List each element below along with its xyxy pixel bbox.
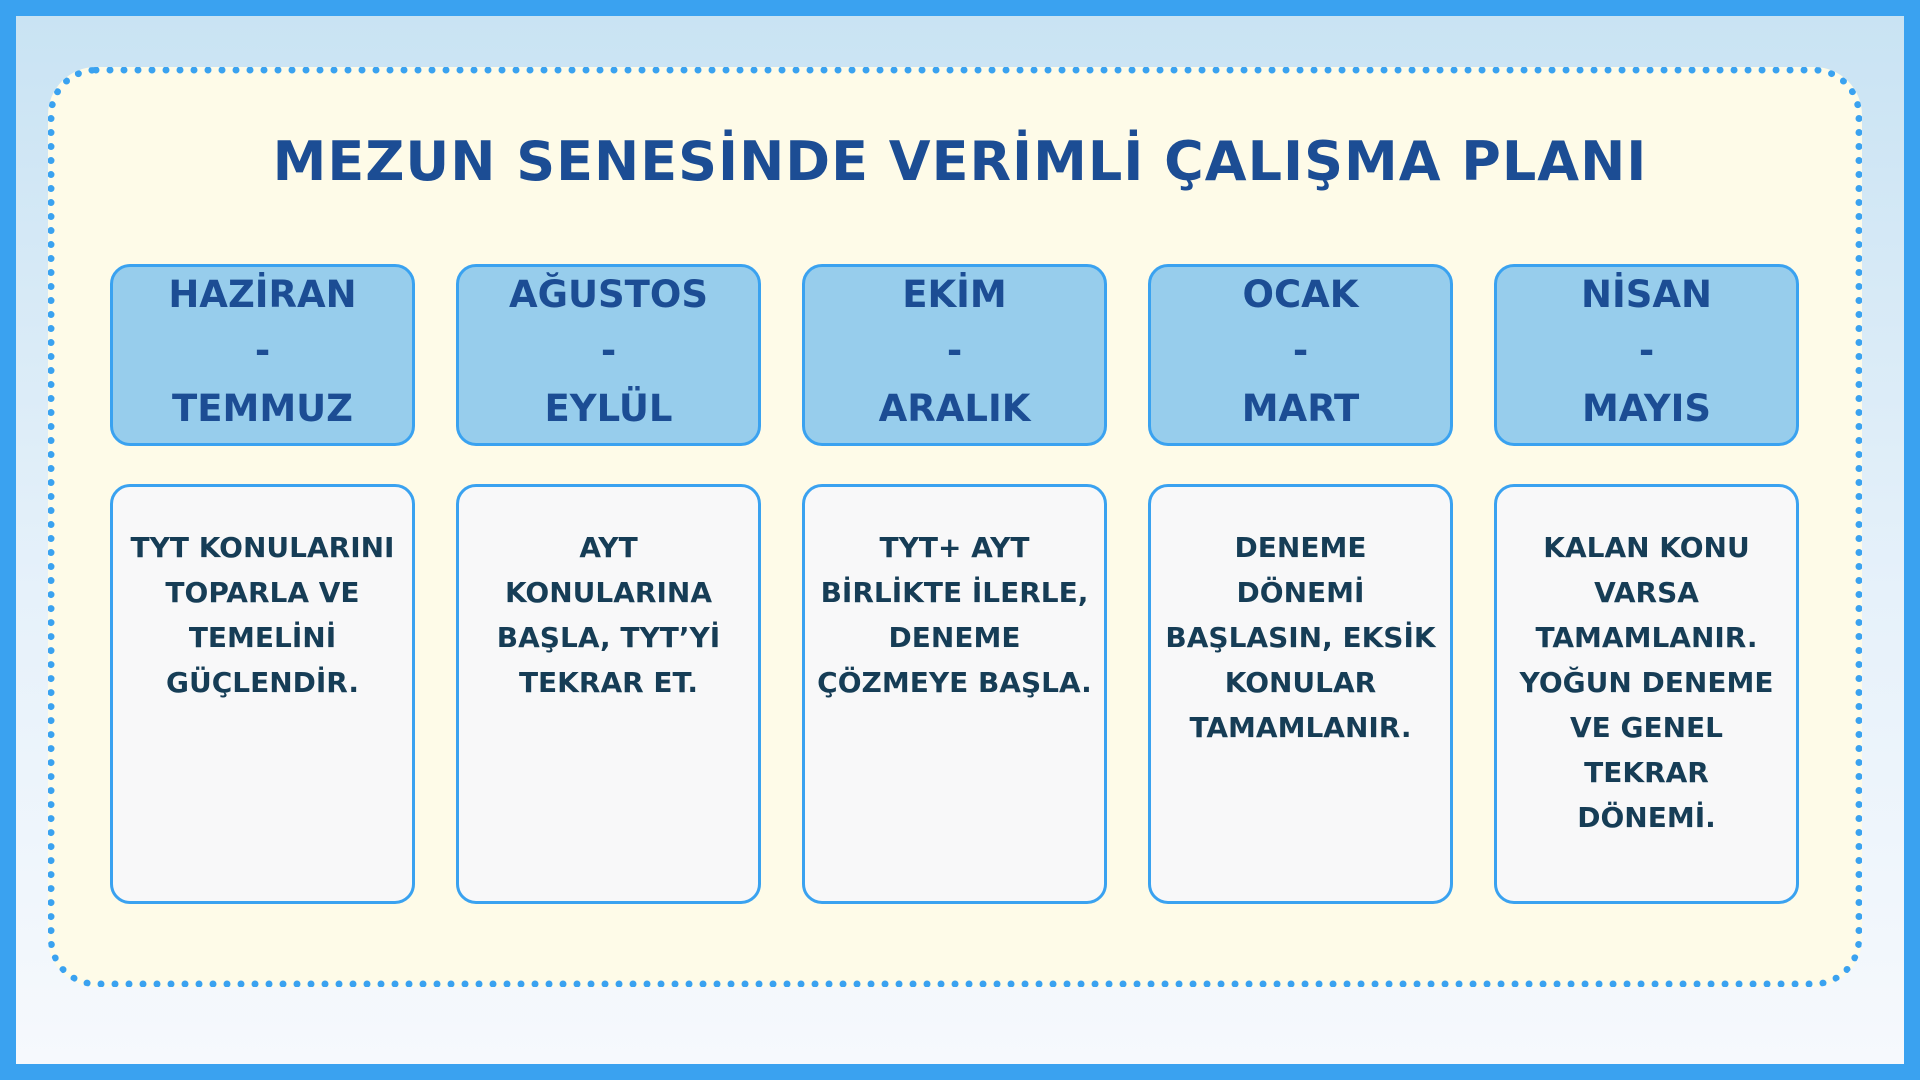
period-end: TEMMUZ — [171, 387, 354, 430]
task-line: BAŞLASIN, EKSİK — [1165, 621, 1436, 654]
task-line: AYT — [579, 531, 638, 564]
task-line: TEMELİNİ — [188, 621, 337, 654]
task-card-1 — [110, 484, 415, 904]
task-line: ÇÖZMEYE BAŞLA. — [817, 666, 1092, 699]
period-separator: - — [1292, 329, 1309, 372]
task-line: YOĞUN DENEME — [1519, 666, 1774, 699]
task-line: KALAN KONU — [1543, 531, 1750, 564]
period-end: ARALIK — [878, 387, 1031, 430]
task-line: VARSA — [1594, 576, 1699, 609]
period-separator: - — [946, 329, 963, 372]
task-line: TEKRAR — [1584, 756, 1709, 789]
period-end: MAYIS — [1581, 387, 1712, 430]
task-card-3 — [802, 484, 1107, 904]
task-line: GÜÇLENDİR. — [165, 666, 360, 699]
task-line: TEKRAR ET. — [518, 666, 699, 699]
task-line: TOPARLA VE — [165, 576, 360, 609]
task-card-5 — [1494, 484, 1799, 904]
task-line: TYT KONULARINI — [130, 531, 395, 564]
period-start: OCAK — [1242, 273, 1359, 316]
task-line: TAMAMLANIR. — [1535, 621, 1758, 654]
task-line: KONULARINA — [504, 576, 712, 609]
period-card-4 — [1148, 264, 1453, 446]
period-card-3 — [802, 264, 1107, 446]
task-line: DENEME — [1234, 531, 1367, 564]
task-line: VE GENEL — [1569, 711, 1724, 744]
period-start: AĞUSTOS — [508, 273, 709, 316]
task-card-2 — [456, 484, 761, 904]
period-start: EKİM — [902, 273, 1007, 316]
period-separator: - — [254, 329, 271, 372]
page-title: MEZUN SENESİNDE VERİMLİ ÇALIŞMA PLANI — [272, 130, 1648, 193]
task-line: KONULAR — [1224, 666, 1377, 699]
period-card-1 — [110, 264, 415, 446]
task-line: TAMAMLANIR. — [1189, 711, 1412, 744]
task-line: BİRLİKTE İLERLE, — [820, 576, 1089, 609]
period-separator: - — [600, 329, 617, 372]
period-end: EYLÜL — [544, 387, 673, 430]
period-card-2 — [456, 264, 761, 446]
task-line: DENEME — [888, 621, 1021, 654]
period-start: NİSAN — [1581, 273, 1712, 316]
period-end: MART — [1241, 387, 1360, 430]
task-line: DÖNEMİ — [1236, 576, 1365, 609]
task-line: DÖNEMİ. — [1577, 801, 1716, 834]
period-card-5 — [1494, 264, 1799, 446]
task-line: TYT+ AYT — [879, 531, 1030, 564]
task-line: BAŞLA, TYT’Yİ — [496, 621, 721, 654]
period-separator: - — [1638, 329, 1655, 372]
task-card-4 — [1148, 484, 1453, 904]
period-start: HAZİRAN — [168, 273, 357, 316]
